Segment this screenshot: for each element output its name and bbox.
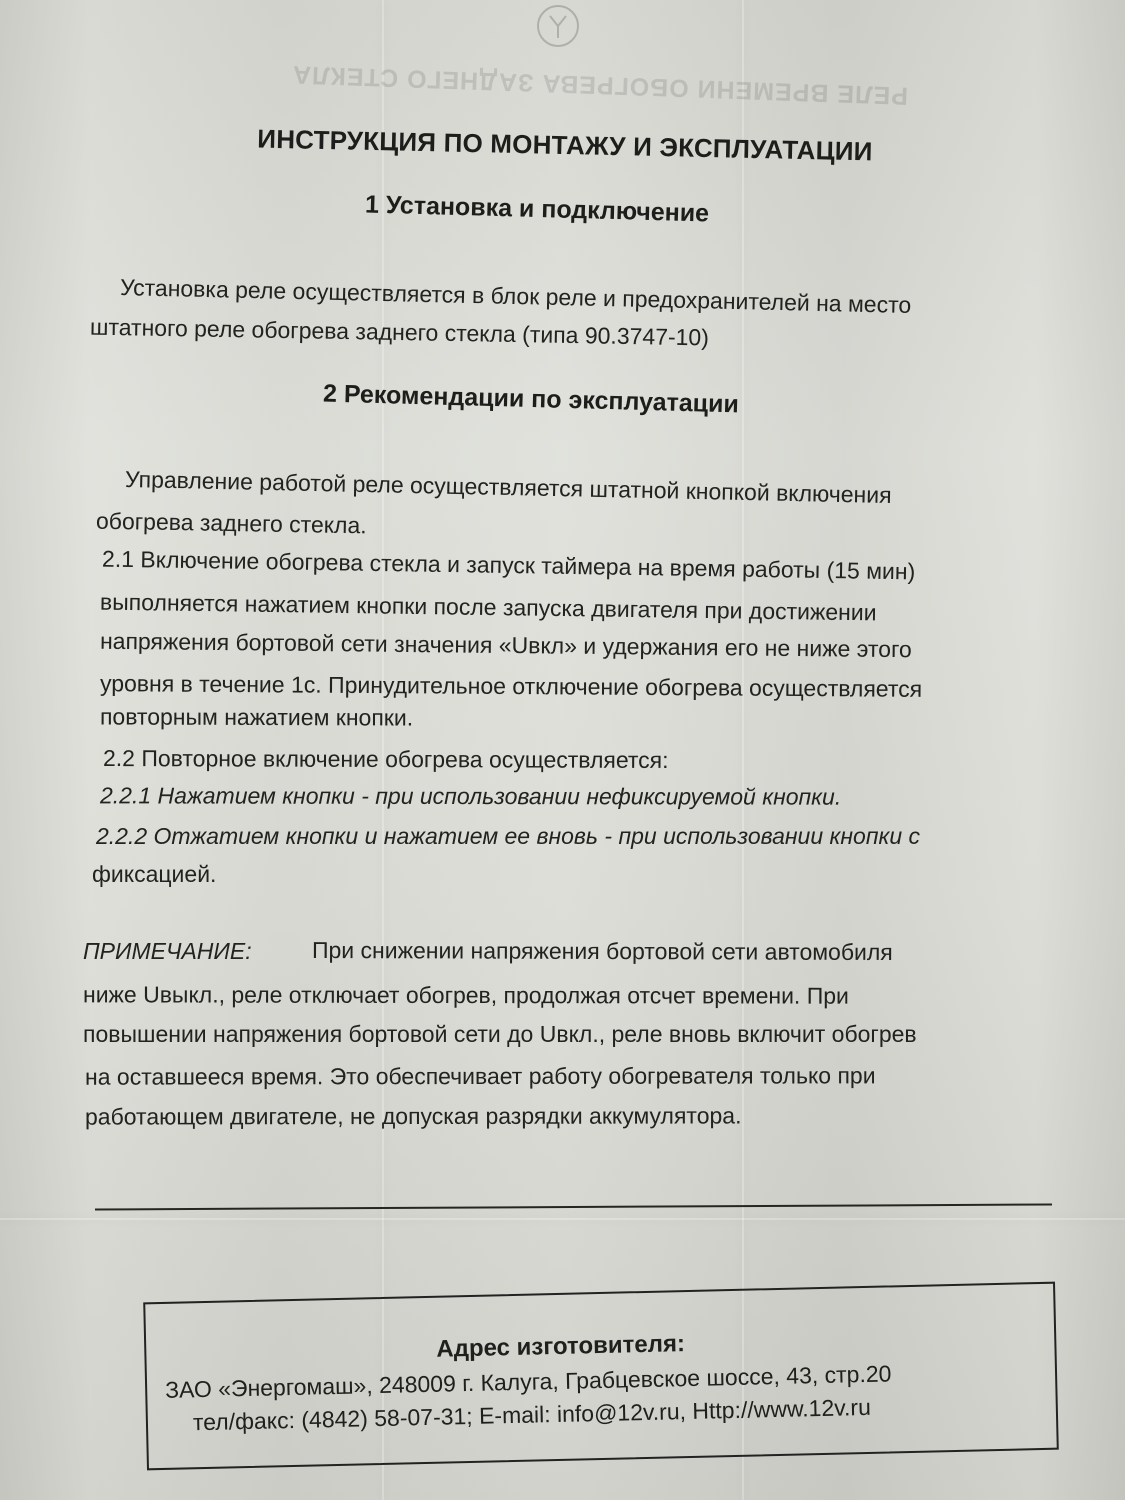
section-2-line: уровня в течение 1с. Принудительное отключение обогрева осуществляется (99, 670, 923, 702)
divider (95, 1203, 1052, 1210)
manufacturer-address-box (143, 1282, 1059, 1471)
section-2-line: 2.2 Повторное включение обогрева осуществляется: (102, 745, 669, 773)
manufacturer-heading: Адрес изготовителя: (436, 1330, 686, 1363)
note-label: ПРИМЕЧАНИЕ: (83, 938, 252, 964)
section-2-line: 2.2.2 Отжатием кнопки и нажатием ее вновь - при использовании кнопки с (96, 823, 921, 849)
note-line: работающем двигателе, не допуская разрядки аккумулятора. (84, 1102, 742, 1130)
note-line: повышении напряжения бортовой сети до Uвкл., реле вновь включит обогрев (83, 1021, 917, 1047)
paper-fold (742, 0, 744, 1500)
note-line: ниже Uвыкл., реле отключает обогрев, продолжая отсчет времени. При (82, 981, 849, 1009)
section-1-heading: 1 Установка и подключение (364, 190, 710, 228)
manufacturer-contact-line: тел/факс: (4842) 58-07-31; E-mail: info@12v.ru, Http://www.12v.ru (192, 1393, 872, 1436)
section-2-line: фиксацией. (92, 861, 217, 887)
page-title: ИНСТРУКЦИЯ ПО МОНТАЖУ И ЭКСПЛУАТАЦИИ (257, 123, 873, 167)
note-line: При снижении напряжения бортовой сети автомобиля (311, 936, 893, 966)
section-1-line: Установка реле осуществляется в блок реле и предохранителей на место (119, 274, 912, 318)
section-2-line: напряжения бортовой сети значения «Uвкл» и удержания его не ниже этого (99, 627, 912, 663)
section-2-line: обогрева заднего стекла. (95, 507, 367, 539)
manufacturer-address-line: ЗАО «Энергомаш», 248009 г. Калуга, Грабцевское шоссе, 43, стр.20 (164, 1360, 892, 1403)
section-2-line: 2.2.1 Нажатием кнопки - при использовании нефиксируемой кнопки. (99, 782, 842, 810)
section-2-heading: 2 Рекомендации по эксплуатации (322, 379, 740, 419)
bleed-through-text: РЕЛЕ ВРЕМЕНИ ОБОГРЕВА ЗАДНЕГО СТЕКЛА (291, 60, 909, 110)
seal-icon (534, 2, 582, 50)
note-line: на оставшееся время. Это обеспечивает работу обогревателя только при (84, 1062, 876, 1090)
section-2-line: выполняется нажатием кнопки после запуска двигателя при достижении (99, 588, 877, 626)
section-2-line: 2.1 Включение обогрева стекла и запуск таймера на время работы (15 мин) (101, 545, 916, 585)
paper-fold (0, 1218, 1125, 1220)
section-2-line: повторным нажатием кнопки. (99, 703, 414, 731)
section-1-line: штатного реле обогрева заднего стекла (типа 90.3747-10) (89, 313, 710, 351)
section-2-line: Управление работой реле осуществляется штатной кнопкой включения (124, 465, 892, 509)
